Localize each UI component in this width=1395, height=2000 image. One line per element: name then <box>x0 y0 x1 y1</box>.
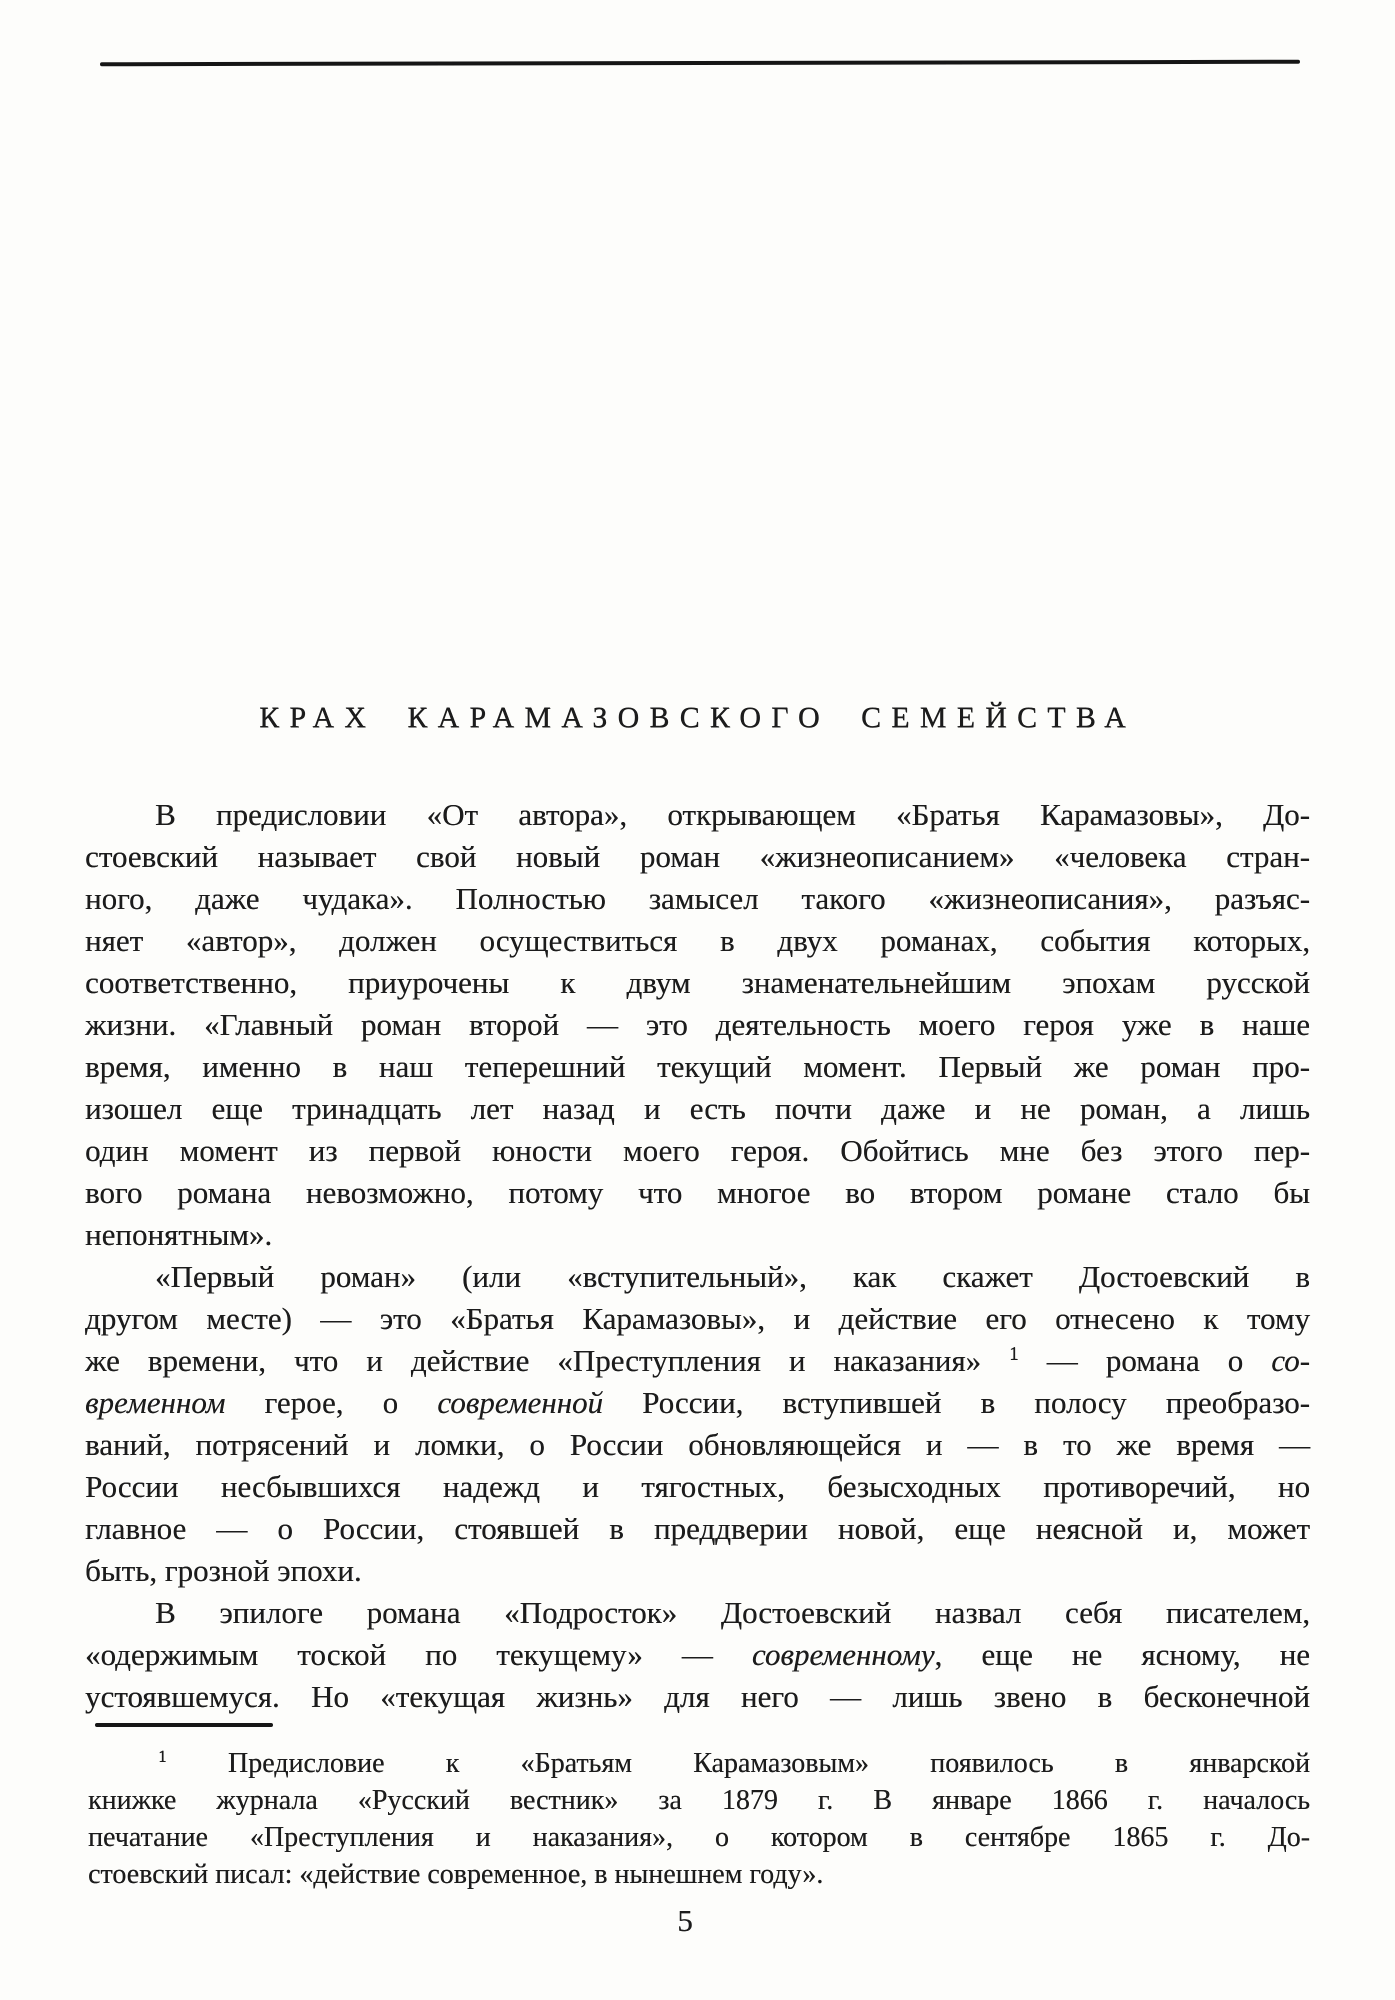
footnote-marker: 1 <box>158 1746 167 1766</box>
text-line <box>88 1819 1310 1856</box>
text-segment: время, именно в наш теперешний текущий момент. Первый же роман про- <box>85 1049 1310 1084</box>
header-rule <box>100 60 1300 67</box>
text-segment: современному <box>751 1637 935 1672</box>
text-segment: главное — о России, стоявшей в преддверии новой, еще неясной и, может <box>85 1511 1310 1546</box>
text-line <box>85 1508 1310 1550</box>
text-segment: — романа о <box>1018 1343 1272 1378</box>
paragraph <box>85 1256 1310 1592</box>
text-segment: устоявшемуся. Но «текущая жизнь» для него — лишь звено в бесконечной <box>85 1679 1310 1714</box>
text-line <box>85 1130 1310 1172</box>
text-line <box>85 1592 1310 1634</box>
text-line <box>88 1782 1310 1819</box>
text-segment: В эпилоге романа «Подросток» Достоевский назвал себя писателем, <box>155 1595 1310 1630</box>
text-segment: печатание «Преступления и наказания», о котором в сентябре 1865 г. До- <box>88 1822 1310 1853</box>
text-segment: вого романа невозможно, потому что многое во втором романе стало бы <box>85 1175 1310 1210</box>
text-segment: , еще не ясному, не <box>934 1637 1310 1672</box>
paragraph <box>88 1745 1310 1893</box>
text-segment: же времени, что и действие «Преступления и наказания» <box>85 1343 1010 1378</box>
text-line <box>85 1676 1310 1718</box>
text-line <box>85 1088 1310 1130</box>
text-segment: «одержимым тоской по текущему» — <box>85 1637 752 1672</box>
text-line <box>85 1046 1310 1088</box>
text-line <box>85 1214 1310 1256</box>
text-segment: стоевский называет свой новый роман «жизнеописанием» «человека стран- <box>85 839 1310 874</box>
text-segment: «Первый роман» (или «вступительный», как скажет Достоевский в <box>155 1259 1310 1294</box>
text-line <box>88 1856 1310 1893</box>
text-line <box>85 1340 1310 1382</box>
text-line <box>85 1382 1310 1424</box>
text-segment: со- <box>1271 1343 1310 1378</box>
text-line <box>85 1172 1310 1214</box>
text-segment: изошел еще тринадцать лет назад и есть почти даже и не роман, а лишь <box>85 1091 1310 1126</box>
text-segment: ваний, потрясений и ломки, о России обновляющейся и — в то же время — <box>85 1427 1310 1462</box>
chapter-title: КРАХ КАРАМАЗОВСКОГО СЕМЕЙСТВА <box>259 701 1136 734</box>
footnote <box>88 1745 1310 1893</box>
text-segment: Предисловие к «Братьям Карамазовым» появилось в январской <box>166 1748 1310 1779</box>
text-line <box>85 1550 1310 1592</box>
paragraph <box>85 794 1310 1256</box>
text-segment: другом месте) — это «Братья Карамазовы», и действие его отнесено к тому <box>85 1301 1310 1336</box>
paragraph <box>85 1592 1310 1718</box>
text-line <box>85 878 1310 920</box>
text-segment: России несбывшихся надежд и тягостных, безысходных противоречий, но <box>85 1469 1310 1504</box>
text-line <box>85 1298 1310 1340</box>
text-line <box>85 1424 1310 1466</box>
text-line <box>85 1634 1310 1676</box>
text-segment: временном <box>85 1385 226 1420</box>
text-segment: книжке журнала «Русский вестник» за 1879 г. В январе 1866 г. началось <box>88 1785 1310 1816</box>
text-segment: жизни. «Главный роман второй — это деятельность моего героя уже в наше <box>85 1007 1310 1042</box>
text-segment: один момент из первой юности моего героя. Обойтись мне без этого пер- <box>85 1133 1310 1168</box>
body-text <box>85 794 1310 1718</box>
text-line <box>85 1004 1310 1046</box>
text-line <box>85 1256 1310 1298</box>
text-segment: няет «автор», должен осуществиться в двух романах, события которых, <box>85 923 1310 958</box>
text-segment: России, вступившей в полосу преобразо- <box>603 1385 1310 1420</box>
text-segment: В предисловии «От автора», открывающем «Братья Карамазовы», До- <box>155 797 1310 832</box>
footnote-marker: 1 <box>1009 1343 1019 1365</box>
page-number: 5 <box>677 1903 693 1938</box>
text-line <box>88 1745 1310 1782</box>
text-line <box>85 836 1310 878</box>
text-segment: быть, грозной эпохи. <box>85 1553 362 1588</box>
footnote-rule <box>95 1723 273 1727</box>
text-segment: современной <box>437 1385 603 1420</box>
text-segment: стоевский писал: «действие современное, в нынешнем году». <box>88 1859 824 1890</box>
text-line <box>85 920 1310 962</box>
text-line <box>85 794 1310 836</box>
text-segment: герое, о <box>225 1385 438 1420</box>
text-line <box>85 962 1310 1004</box>
text-segment: ного, даже чудака». Полностью замысел такого «жизнеописания», разъяс- <box>85 881 1310 916</box>
text-segment: непонятным». <box>85 1217 273 1252</box>
text-line <box>85 1466 1310 1508</box>
text-segment: соответственно, приурочены к двум знаменательнейшим эпохам русской <box>85 965 1310 1000</box>
